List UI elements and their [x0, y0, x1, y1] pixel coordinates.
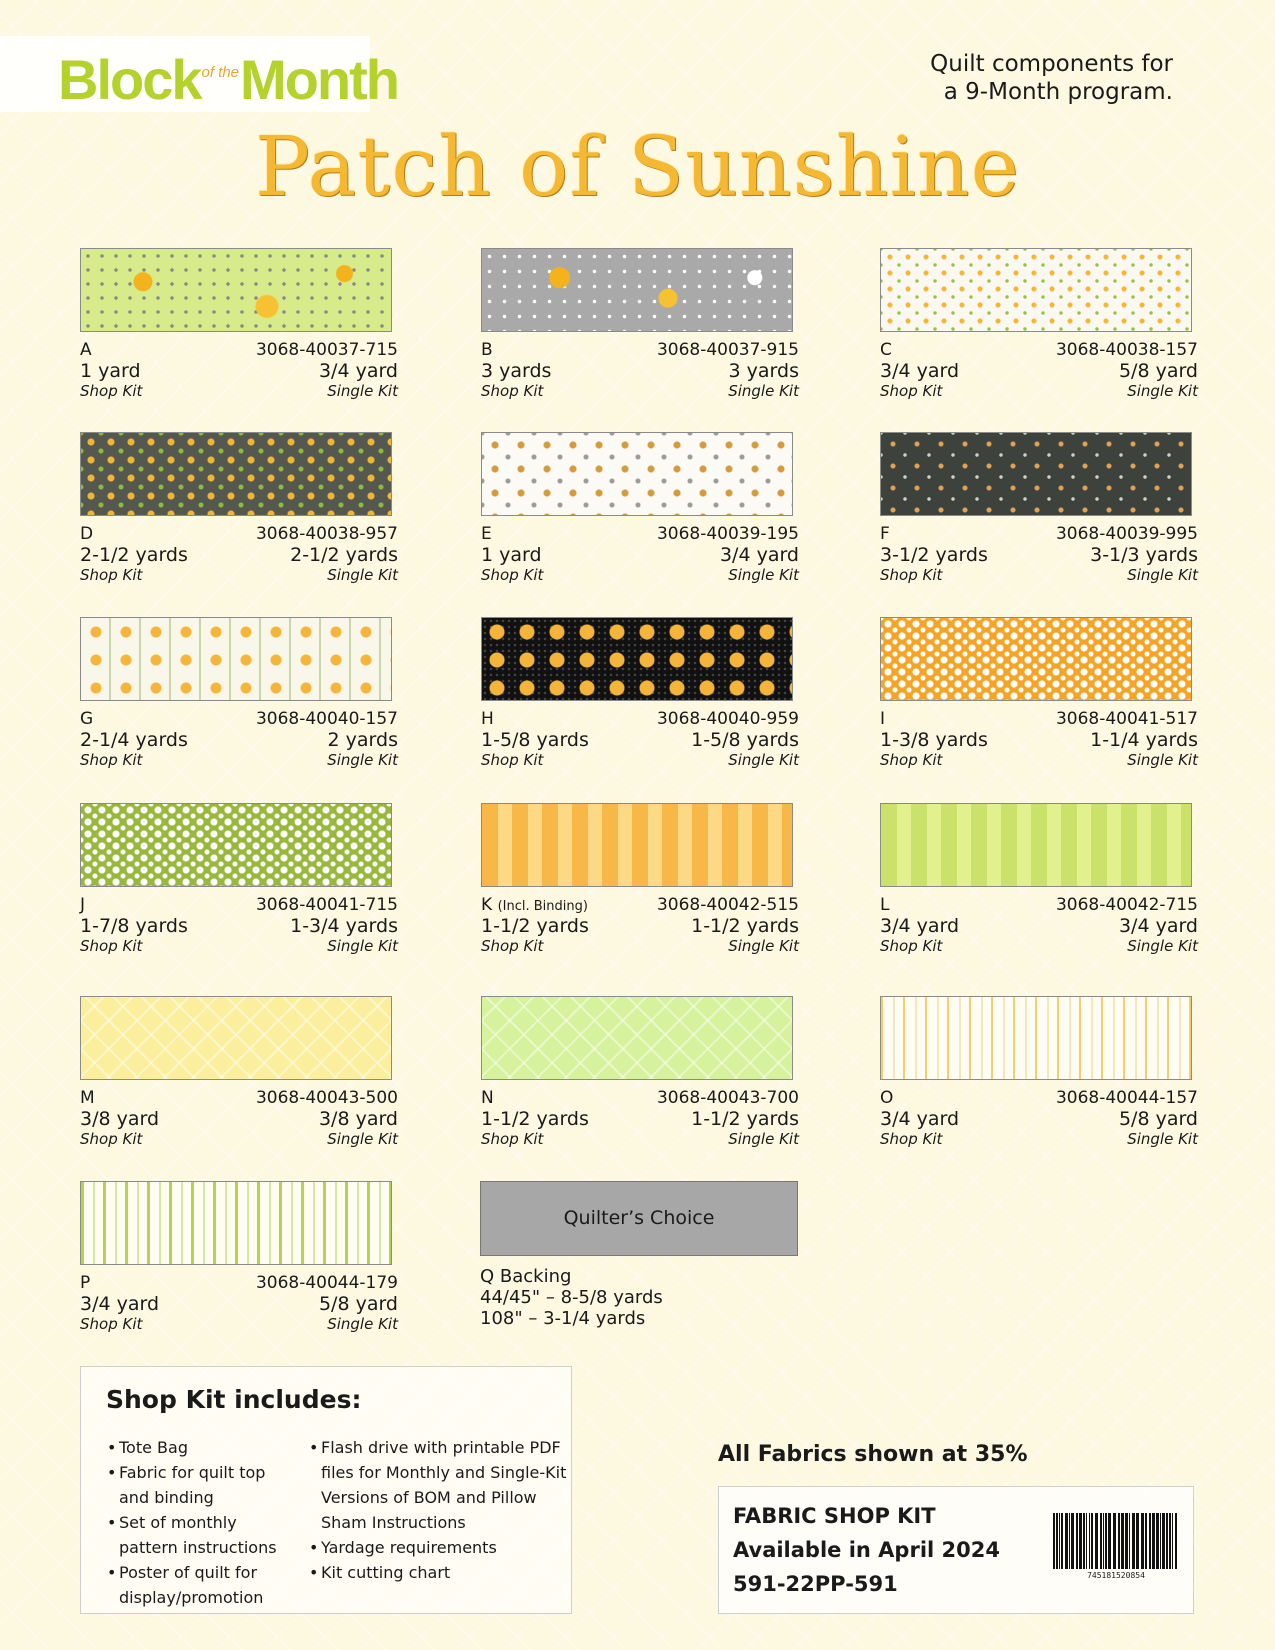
single-kit-label: Single Kit	[728, 382, 799, 400]
barcode-bar	[1083, 1513, 1085, 1569]
fabric-letter	[80, 895, 85, 915]
fabric-sku: 3068-40042-515	[656, 895, 799, 915]
fabric-letter-text: D	[80, 524, 94, 544]
fabric-note: (Incl. Binding)	[497, 899, 588, 914]
fabric-swatch	[481, 432, 793, 516]
single-kit-label: Single Kit	[1127, 382, 1198, 400]
single-kit-quantity: 1-1/4 yards	[1090, 729, 1198, 751]
fabric-sku: 3068-40044-179	[255, 1273, 398, 1293]
barcode-bar	[1079, 1513, 1082, 1569]
backing-label: Q Backing	[480, 1266, 572, 1287]
single-kit-quantity: 3 yards	[728, 360, 799, 382]
fabric-letter	[481, 709, 494, 729]
backing-swatch: Quilter’s Choice	[480, 1181, 798, 1256]
shop-kit-quantity: 3/4 yard	[880, 1108, 960, 1130]
shop-kit-item: • Yardage requirements	[305, 1535, 567, 1560]
page-title: Patch of Sunshine	[254, 120, 1021, 215]
fabric-letter-text: M	[80, 1088, 95, 1108]
shop-kit-quantity: 1-3/8 yards	[880, 729, 988, 751]
fabric-letter	[481, 1088, 494, 1108]
shop-kit-label: Shop Kit	[481, 751, 544, 769]
single-kit-quantity: 2-1/2 yards	[290, 544, 398, 566]
single-kit-quantity: 5/8 yard	[1118, 360, 1198, 382]
barcode-bar	[1053, 1513, 1055, 1569]
barcode-bar	[1069, 1513, 1070, 1569]
shop-kit-quantity: 1-5/8 yards	[481, 729, 589, 751]
fabric-card	[80, 432, 398, 586]
fabric-card	[880, 248, 1198, 402]
fabric-card	[880, 803, 1198, 957]
single-kit-label: Single Kit	[327, 1130, 398, 1148]
single-kit-quantity: 2 yards	[327, 729, 398, 751]
fabric-card	[481, 803, 799, 957]
barcode-bar	[1156, 1513, 1159, 1569]
shop-kit-quantity: 1-7/8 yards	[80, 915, 188, 937]
barcode-bar	[1089, 1513, 1090, 1569]
shop-kit-quantity: 2-1/2 yards	[80, 544, 188, 566]
block-of-the-month-logo: Block$^{of the}$Month	[58, 48, 398, 111]
barcode-bar	[1108, 1513, 1111, 1569]
barcode-bar	[1136, 1513, 1139, 1569]
barcode-icon	[1053, 1513, 1179, 1569]
fabric-card	[80, 996, 398, 1150]
fabric-sku: 3068-40043-700	[656, 1088, 799, 1108]
fabric-letter	[880, 1088, 893, 1108]
fabric-letter	[880, 895, 889, 915]
barcode-bar	[1103, 1513, 1104, 1569]
shop-kit-item: • Tote Bag	[103, 1435, 295, 1460]
barcode-bar	[1113, 1513, 1116, 1569]
single-kit-quantity: 3/4 yard	[318, 360, 398, 382]
fabric-letter-text: E	[481, 524, 492, 544]
single-kit-label: Single Kit	[1127, 937, 1198, 955]
shop-kit-label: Shop Kit	[481, 566, 544, 584]
fabric-letter	[880, 524, 890, 544]
fabric-swatch	[481, 617, 793, 701]
fabric-sku: 3068-40037-915	[656, 340, 799, 360]
barcode-bar	[1095, 1513, 1098, 1569]
shop-kit-quantity: 3/4 yard	[880, 915, 960, 937]
barcode-bar	[1059, 1513, 1060, 1569]
single-kit-quantity: 5/8 yard	[318, 1293, 398, 1315]
single-kit-label: Single Kit	[1127, 1130, 1198, 1148]
fabric-letter	[481, 340, 493, 360]
shop-kit-quantity: 1 yard	[80, 360, 141, 382]
fabric-info	[80, 340, 398, 402]
shop-kit-heading: Shop Kit includes:	[106, 1385, 362, 1414]
barcode-bar	[1175, 1513, 1177, 1569]
shop-kit-quantity: 3-1/2 yards	[880, 544, 988, 566]
barcode-bar	[1160, 1513, 1161, 1569]
fabric-swatch	[481, 996, 793, 1080]
barcode-bar	[1076, 1513, 1078, 1569]
fabric-info	[880, 340, 1198, 402]
barcode-number: 745181520854	[1087, 1571, 1145, 1580]
fabric-swatch	[80, 248, 392, 332]
barcode-bar	[1169, 1513, 1171, 1569]
fabric-swatch	[481, 803, 793, 887]
fabric-card	[80, 1181, 398, 1335]
fabric-info	[481, 1088, 799, 1150]
barcode-bar	[1172, 1513, 1173, 1569]
fabric-swatch	[880, 432, 1192, 516]
fabric-swatch	[80, 617, 392, 701]
fabric-card	[80, 803, 398, 957]
fabric-letter	[880, 340, 892, 360]
single-kit-label: Single Kit	[728, 566, 799, 584]
single-kit-label: Single Kit	[327, 937, 398, 955]
fabric-letter-text: P	[80, 1273, 91, 1293]
fabric-letter	[80, 1273, 90, 1293]
fabric-info	[80, 524, 398, 586]
shop-kit-item: • Kit cutting chart	[305, 1560, 567, 1585]
fabric-letter	[880, 709, 885, 729]
barcode-bar	[1166, 1513, 1168, 1569]
fabric-letter-text: L	[880, 895, 890, 915]
tagline	[853, 50, 1173, 106]
shop-kit-label: Shop Kit	[880, 1130, 943, 1148]
barcode-bar	[1118, 1513, 1120, 1569]
kit-title: FABRIC SHOP KIT	[733, 1504, 936, 1528]
fabric-card	[880, 432, 1198, 586]
shop-kit-item: • Flash drive with printable PDF files for Monthly and Single-Kit Versions of BOM and Pillow Sham Instructions	[305, 1435, 567, 1535]
fabric-sku: 3068-40041-517	[1055, 709, 1198, 729]
shop-kit-label: Shop Kit	[80, 937, 143, 955]
fabric-letter-text: I	[880, 709, 886, 729]
fabric-letter	[481, 895, 588, 917]
fabric-letter	[80, 340, 92, 360]
fabric-letter	[80, 524, 93, 544]
shop-kit-label: Shop Kit	[80, 1315, 143, 1333]
barcode-bar	[1105, 1513, 1107, 1569]
barcode-bar	[1056, 1513, 1058, 1569]
shop-kit-label: Shop Kit	[880, 751, 943, 769]
barcode-bar	[1125, 1513, 1128, 1569]
single-kit-label: Single Kit	[327, 751, 398, 769]
barcode-bar	[1061, 1513, 1063, 1569]
fabric-sku: 3068-40037-715	[255, 340, 398, 360]
shop-kit-label: Shop Kit	[880, 566, 943, 584]
fabric-info	[880, 709, 1198, 771]
shop-kit-label: Shop Kit	[880, 937, 943, 955]
shop-kit-item: • Poster of quilt for display/promotion	[103, 1560, 295, 1610]
fabric-sku: 3068-40043-500	[255, 1088, 398, 1108]
fabric-letter-text: F	[880, 524, 890, 544]
fabric-swatch	[880, 248, 1192, 332]
fabric-swatch	[80, 803, 392, 887]
shop-kit-label: Shop Kit	[80, 382, 143, 400]
fabric-sku: 3068-40038-957	[255, 524, 398, 544]
fabric-card	[481, 617, 799, 771]
single-kit-label: Single Kit	[327, 566, 398, 584]
shop-kit-item: • Fabric for quilt top and binding	[103, 1460, 295, 1510]
single-kit-quantity: 3/4 yard	[1118, 915, 1198, 937]
fabric-info	[80, 709, 398, 771]
barcode-bar	[1132, 1513, 1135, 1569]
fabric-sku: 3068-40040-157	[255, 709, 398, 729]
single-kit-label: Single Kit	[728, 1130, 799, 1148]
fabric-sku: 3068-40039-995	[1055, 524, 1198, 544]
fabric-sku: 3068-40042-715	[1055, 895, 1198, 915]
barcode-bar	[1149, 1513, 1151, 1569]
barcode-bar	[1121, 1513, 1124, 1569]
barcode-bar	[1100, 1513, 1102, 1569]
barcode-bar	[1145, 1513, 1147, 1569]
backing-line-1: 44/45" – 8-5/8 yards	[480, 1287, 663, 1308]
shop-kit-quantity: 1-1/2 yards	[481, 1108, 589, 1130]
fabric-sku: 3068-40038-157	[1055, 340, 1198, 360]
shop-kit-list-2	[305, 1435, 567, 1585]
fabric-letter	[80, 1088, 95, 1108]
single-kit-quantity: 1-3/4 yards	[290, 915, 398, 937]
fabric-info	[481, 709, 799, 771]
fabric-info	[481, 340, 799, 402]
barcode-bar	[1065, 1513, 1068, 1569]
fabric-info	[880, 895, 1198, 957]
fabric-letter-text: O	[880, 1088, 894, 1108]
single-kit-quantity: 5/8 yard	[1118, 1108, 1198, 1130]
shop-kit-list-1	[103, 1435, 295, 1610]
barcode-bar	[1091, 1513, 1093, 1569]
fabric-card	[880, 996, 1198, 1150]
fabric-letter-text: B	[481, 340, 493, 360]
backing-info	[480, 1266, 663, 1329]
fabric-card	[880, 617, 1198, 771]
fabric-card	[80, 248, 398, 402]
fabric-card	[80, 617, 398, 771]
single-kit-label: Single Kit	[728, 937, 799, 955]
fabric-swatch	[80, 432, 392, 516]
fabric-letter-text: A	[80, 340, 92, 360]
fabric-swatch	[880, 996, 1192, 1080]
shop-kit-item: • Set of monthly pattern instructions	[103, 1510, 295, 1560]
shop-kit-quantity: 3/4 yard	[880, 360, 960, 382]
scale-note: All Fabrics shown at 35%	[718, 1442, 1028, 1467]
barcode-bar	[1152, 1513, 1155, 1569]
fabric-letter-text: N	[481, 1088, 494, 1108]
shop-kit-label: Shop Kit	[481, 1130, 544, 1148]
fabric-card	[481, 996, 799, 1150]
fabric-letter-text: K	[481, 895, 493, 915]
barcode-bar	[1162, 1513, 1165, 1569]
kit-number: 591-22PP-591	[733, 1572, 898, 1596]
tagline-line-2: a 9-Month program.	[943, 79, 1173, 105]
single-kit-quantity: 3/4 yard	[719, 544, 799, 566]
fabric-swatch	[80, 996, 392, 1080]
shop-kit-label: Shop Kit	[880, 382, 943, 400]
barcode-bar	[1141, 1513, 1144, 1569]
fabric-card	[481, 248, 799, 402]
fabric-shop-kit-box	[718, 1486, 1194, 1614]
shop-kit-quantity: 3 yards	[481, 360, 552, 382]
fabric-sku: 3068-40040-959	[656, 709, 799, 729]
fabric-sku: 3068-40039-195	[656, 524, 799, 544]
fabric-info	[481, 524, 799, 586]
shop-kit-label: Shop Kit	[481, 382, 544, 400]
fabric-letter-text: H	[481, 709, 494, 729]
fabric-info	[880, 1088, 1198, 1150]
single-kit-label: Single Kit	[1127, 566, 1198, 584]
shop-kit-quantity: 3/8 yard	[80, 1108, 160, 1130]
single-kit-label: Single Kit	[728, 751, 799, 769]
single-kit-quantity: 1-5/8 yards	[691, 729, 799, 751]
shop-kit-label: Shop Kit	[80, 566, 143, 584]
shop-kit-quantity: 1-1/2 yards	[481, 915, 589, 937]
shop-kit-quantity: 3/4 yard	[80, 1293, 160, 1315]
barcode-bar	[1071, 1513, 1074, 1569]
fabric-sku: 3068-40044-157	[1055, 1088, 1198, 1108]
availability: Available in April 2024	[733, 1538, 1000, 1562]
single-kit-label: Single Kit	[327, 1315, 398, 1333]
fabric-swatch	[481, 248, 793, 332]
fabric-info	[880, 524, 1198, 586]
single-kit-quantity: 1-1/2 yards	[691, 915, 799, 937]
backing-line-2: 108" – 3-1/4 yards	[480, 1308, 646, 1329]
fabric-swatch	[880, 803, 1192, 887]
fabric-card	[481, 432, 799, 586]
shop-kit-quantity: 1 yard	[481, 544, 542, 566]
shop-kit-label: Shop Kit	[80, 1130, 143, 1148]
single-kit-quantity: 1-1/2 yards	[691, 1108, 799, 1130]
single-kit-label: Single Kit	[327, 382, 398, 400]
tagline-line-1: Quilt components for	[930, 51, 1173, 77]
fabric-letter	[481, 524, 492, 544]
fabric-swatch	[880, 617, 1192, 701]
fabric-letter-text: J	[80, 895, 86, 915]
shop-kit-quantity: 2-1/4 yards	[80, 729, 188, 751]
fabric-swatch	[80, 1181, 392, 1265]
fabric-letter	[80, 709, 93, 729]
fabric-letter-text: C	[880, 340, 892, 360]
fabric-info	[481, 895, 799, 957]
shop-kit-label: Shop Kit	[481, 937, 544, 955]
single-kit-label: Single Kit	[1127, 751, 1198, 769]
fabric-sku: 3068-40041-715	[255, 895, 398, 915]
barcode-bar	[1129, 1513, 1130, 1569]
barcode-bar	[1086, 1513, 1087, 1569]
fabric-letter-text: G	[80, 709, 94, 729]
single-kit-quantity: 3-1/3 yards	[1090, 544, 1198, 566]
shop-kit-box	[80, 1366, 572, 1614]
fabric-info	[80, 895, 398, 957]
fabric-info	[80, 1088, 398, 1150]
fabric-info	[80, 1273, 398, 1335]
shop-kit-label: Shop Kit	[80, 751, 143, 769]
single-kit-quantity: 3/8 yard	[318, 1108, 398, 1130]
